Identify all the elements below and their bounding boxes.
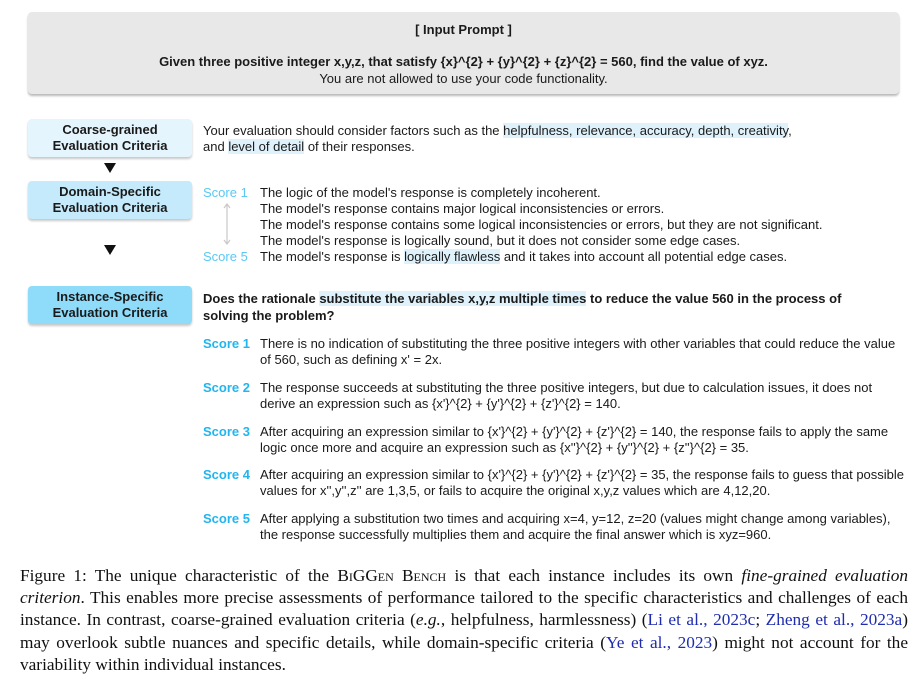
instance-score-row: [203, 511, 908, 543]
benchmark-name: BiGGen: [337, 566, 394, 585]
score-label: Score 4: [203, 467, 250, 482]
arrow-down-icon: [104, 163, 116, 173]
score-label: Score 5: [203, 249, 248, 264]
text-segment: Does the rationale: [203, 291, 320, 306]
caption-text: ) may overlook subtle nuances and specific details, while domain-specific criteria (: [20, 610, 908, 652]
text-segment: ,: [788, 123, 792, 138]
score-label: Score 3: [203, 424, 250, 439]
caption-text: , helpfulness, harmlessness) (: [440, 610, 648, 630]
caption-text: Figure 1: The unique characteristic of the: [20, 566, 338, 585]
box-label-line1: Coarse-grained: [62, 122, 158, 137]
score-label: Score 5: [203, 511, 250, 526]
instance-score-row: [203, 380, 908, 412]
emphasis-text: fine-grained evaluation criterion: [20, 566, 909, 608]
coarse-criteria-text: [203, 123, 903, 155]
emphasis-text: e.g.: [415, 610, 441, 630]
score-description: The model's response is logically sound, but it does not consider some edge cases.: [260, 233, 741, 248]
caption-text: ) might not account for the variability within individual instances.: [20, 632, 908, 674]
score-description: The logic of the model's response is completely incoherent.: [260, 185, 601, 200]
input-prompt-question: Given three positive integer x,y,z, that satisfy {x}^{2} + {y}^{2} + {z}^{2} = 560, find the value of xyz.: [159, 54, 768, 69]
input-prompt-note: You are not allowed to use your code functionality.: [319, 71, 608, 86]
double-arrow-icon: [221, 203, 233, 245]
text-segment: and it takes into account all potential edge cases.: [500, 249, 788, 264]
highlighted-text: logically flawless: [404, 249, 501, 264]
coarse-grained-criteria-box: [28, 119, 192, 157]
instance-specific-criteria-box: [28, 286, 192, 324]
score-description: There is no indication of substituting the three positive integers with other variables that could reduce the value of 560, such as defining x' = 2x.: [260, 336, 896, 367]
highlighted-text: level of detail: [228, 139, 305, 154]
highlighted-text: helpfulness, relevance, accuracy, depth, creativity: [503, 123, 789, 138]
domain-specific-criteria-box: [28, 181, 192, 219]
instance-question: [203, 290, 883, 324]
caption-text: is that each instance includes its own: [446, 566, 742, 585]
text-segment: The model's response is: [260, 249, 405, 264]
arrow-down-icon: [104, 245, 116, 255]
score-description: The model's response contains major logical inconsistencies or errors.: [260, 201, 665, 216]
text-segment: to reduce the value 560 in the process of solving the problem?: [203, 291, 842, 323]
benchmark-name: Bench: [402, 566, 447, 585]
text-segment: and: [203, 139, 229, 154]
score-description: [260, 249, 787, 265]
instance-score-row: [203, 467, 908, 499]
score-description: The response succeeds at substituting the three positive integers, but due to calculation issues, it does not derive an expression such as {x'}^{2} + {y'}^{2} + {z'}^{2} = 140.: [260, 380, 873, 411]
instance-score-row: [203, 336, 908, 368]
score-description: After acquiring an expression similar to {x'}^{2} + {y'}^{2} + {z'}^{2} = 140, the response fails to apply the same logic once more and acquire an expression such as {x''}^{2} + {y''}^{2} + {z''}^{2} = 35.: [260, 424, 889, 455]
input-prompt-title: [ Input Prompt ]: [415, 22, 512, 37]
score-description: After applying a substitution two times and acquiring x=4, y=12, z=20 (values might change among variables), the response successfully multiplies them and acquire the final answer which is xyz=960.: [260, 511, 891, 542]
box-label-line1: Domain-Specific: [59, 184, 161, 199]
figure-caption: [20, 565, 908, 676]
instance-score-row: [203, 424, 908, 456]
citation-link[interactable]: Ye et al., 2023: [605, 632, 713, 652]
caption-text: . This enables more precise assessments of performance tailored to the specific characteristics and challenges of each instance. In contrast, coarse-grained evaluation criteria (: [20, 588, 908, 630]
citation-link[interactable]: Li et al., 2023c: [647, 610, 756, 630]
highlighted-text: substitute the variables x,y,z multiple times: [319, 291, 587, 306]
box-label-line1: Instance-Specific: [56, 289, 164, 304]
score-label: Score 1: [203, 336, 250, 351]
score-label: Score 1: [203, 185, 248, 200]
box-label-line2: Evaluation Criteria: [52, 138, 168, 153]
text-segment: of their responses.: [304, 139, 415, 154]
citation-link[interactable]: Zheng et al., 2023a: [765, 610, 903, 630]
score-description: The model's response contains some logical inconsistencies or errors, but they are not significant.: [260, 217, 823, 232]
score-description: After acquiring an expression similar to {x'}^{2} + {y'}^{2} + {z'}^{2} = 35, the response fails to guess that possible values for x'',y'',z'' are 1,3,5, or fails to acquire the original x,y,z values which are 4,12,20.: [260, 467, 905, 498]
score-label: Score 2: [203, 380, 250, 395]
input-prompt-box: [28, 12, 899, 94]
caption-text: ;: [755, 610, 766, 630]
box-label-line2: Evaluation Criteria: [52, 200, 168, 215]
box-label-line2: Evaluation Criteria: [52, 305, 168, 320]
text-segment: Your evaluation should consider factors such as the: [203, 123, 504, 138]
